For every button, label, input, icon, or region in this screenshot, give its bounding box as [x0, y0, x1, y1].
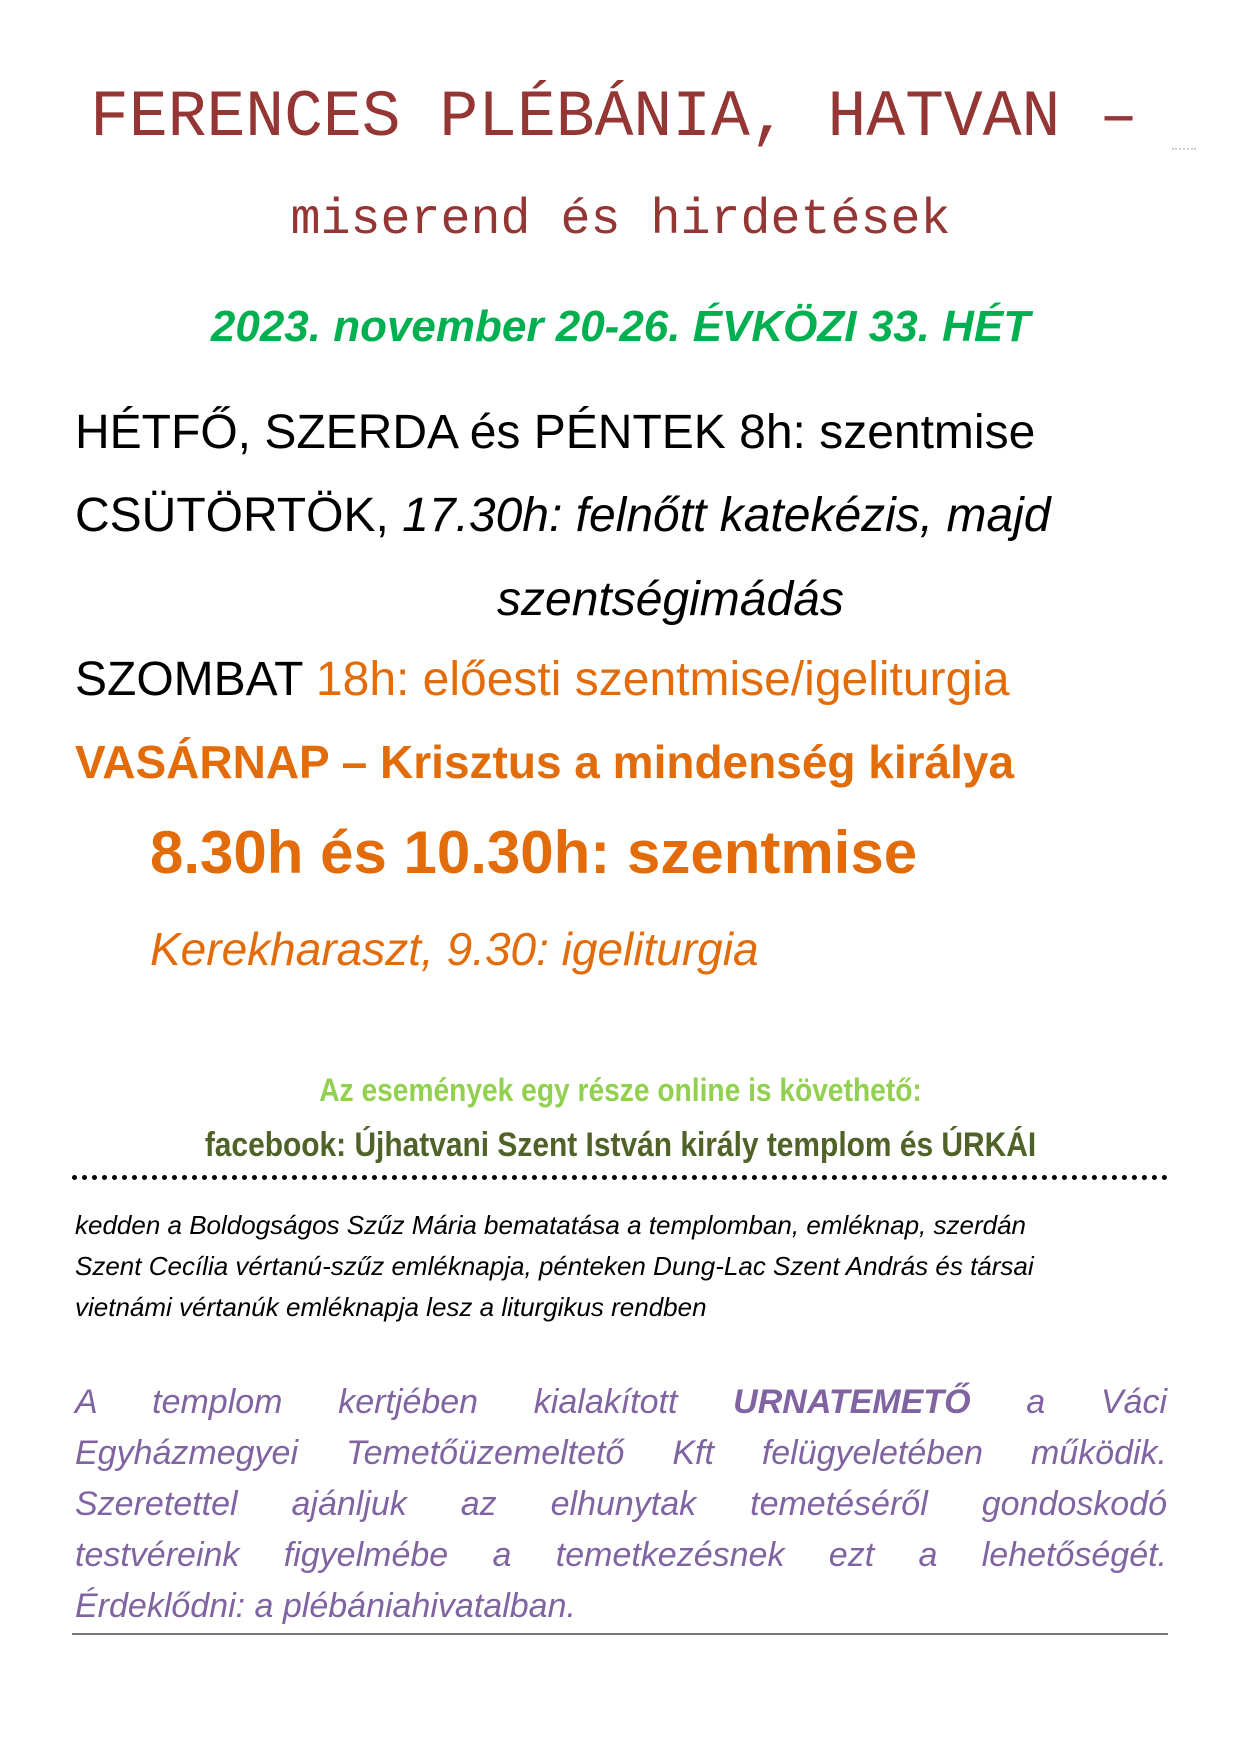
kerekharaszt-liturgy: Kerekharaszt, 9.30: igeliturgia: [150, 923, 759, 975]
urn-text: A templom kertjében kialakított: [75, 1383, 734, 1421]
page-subtitle: miserend és hirdetések: [290, 192, 951, 249]
thursday-continuation: szentségimádás: [497, 573, 844, 626]
note-line: kedden a Boldogságos Szűz Mária bematatása a templomban, emléknap, szerdán: [75, 1210, 1027, 1240]
note-line: Szent Cecília vértanú-szűz emléknapja, pénteken Dung-Lac Szent András és társai: [75, 1251, 1034, 1281]
online-notice: Az események egy része online is követhető:: [319, 1072, 922, 1108]
saturday-day: SZOMBAT: [75, 653, 316, 706]
saturday-schedule: [75, 652, 1010, 707]
weekday-schedule: HÉTFŐ, SZERDA és PÉNTEK 8h: szentmise: [75, 406, 1036, 459]
decorative-dots: [1172, 148, 1196, 150]
urn-text: a Váci: [970, 1383, 1167, 1421]
week-heading: 2023. november 20-26. ÉVKÖZI 33. HÉT: [210, 302, 1031, 351]
thursday-text: 17.30h: felnőtt katekézis, majd: [402, 489, 1051, 542]
thursday-day: CSÜTÖRTÖK,: [75, 489, 403, 542]
urn-cemetery-bold: URNATEMETŐ: [733, 1383, 971, 1421]
thursday-schedule: [75, 488, 1051, 543]
page-title: FERENCES PLÉBÁNIA, HATVAN –: [90, 80, 1138, 155]
dotted-divider: [72, 1175, 1168, 1180]
sunday-title: VASÁRNAP – Krisztus a mindenség királya: [75, 736, 1015, 788]
urn-cemetery-notice: [75, 1377, 1167, 1632]
sunday-masses: 8.30h és 10.30h: szentmise: [150, 819, 918, 886]
note-line: vietnámi vértanúk emléknapja lesz a liturgikus rendben: [75, 1292, 707, 1322]
saturday-text: 18h: előesti szentmise/igeliturgia: [315, 653, 1010, 706]
facebook-notice: facebook: Újhatvani Szent István király templom és ÚRKÁI: [204, 1126, 1037, 1164]
liturgical-notes: [75, 1205, 1165, 1328]
urn-line: testvéreink figyelmébe a temetkezésnek ezt a lehetőségét.: [75, 1536, 1167, 1574]
urn-line: [75, 1377, 1167, 1428]
bottom-divider: [72, 1633, 1168, 1635]
urn-line: Egyházmegyei Temetőüzemeltető Kft felügyeletében működik.: [75, 1434, 1167, 1472]
urn-line: Érdeklődni: a plébániahivatalban.: [75, 1587, 576, 1625]
urn-line: Szeretettel ajánljuk az elhunytak temetéséről gondoskodó: [75, 1485, 1167, 1523]
